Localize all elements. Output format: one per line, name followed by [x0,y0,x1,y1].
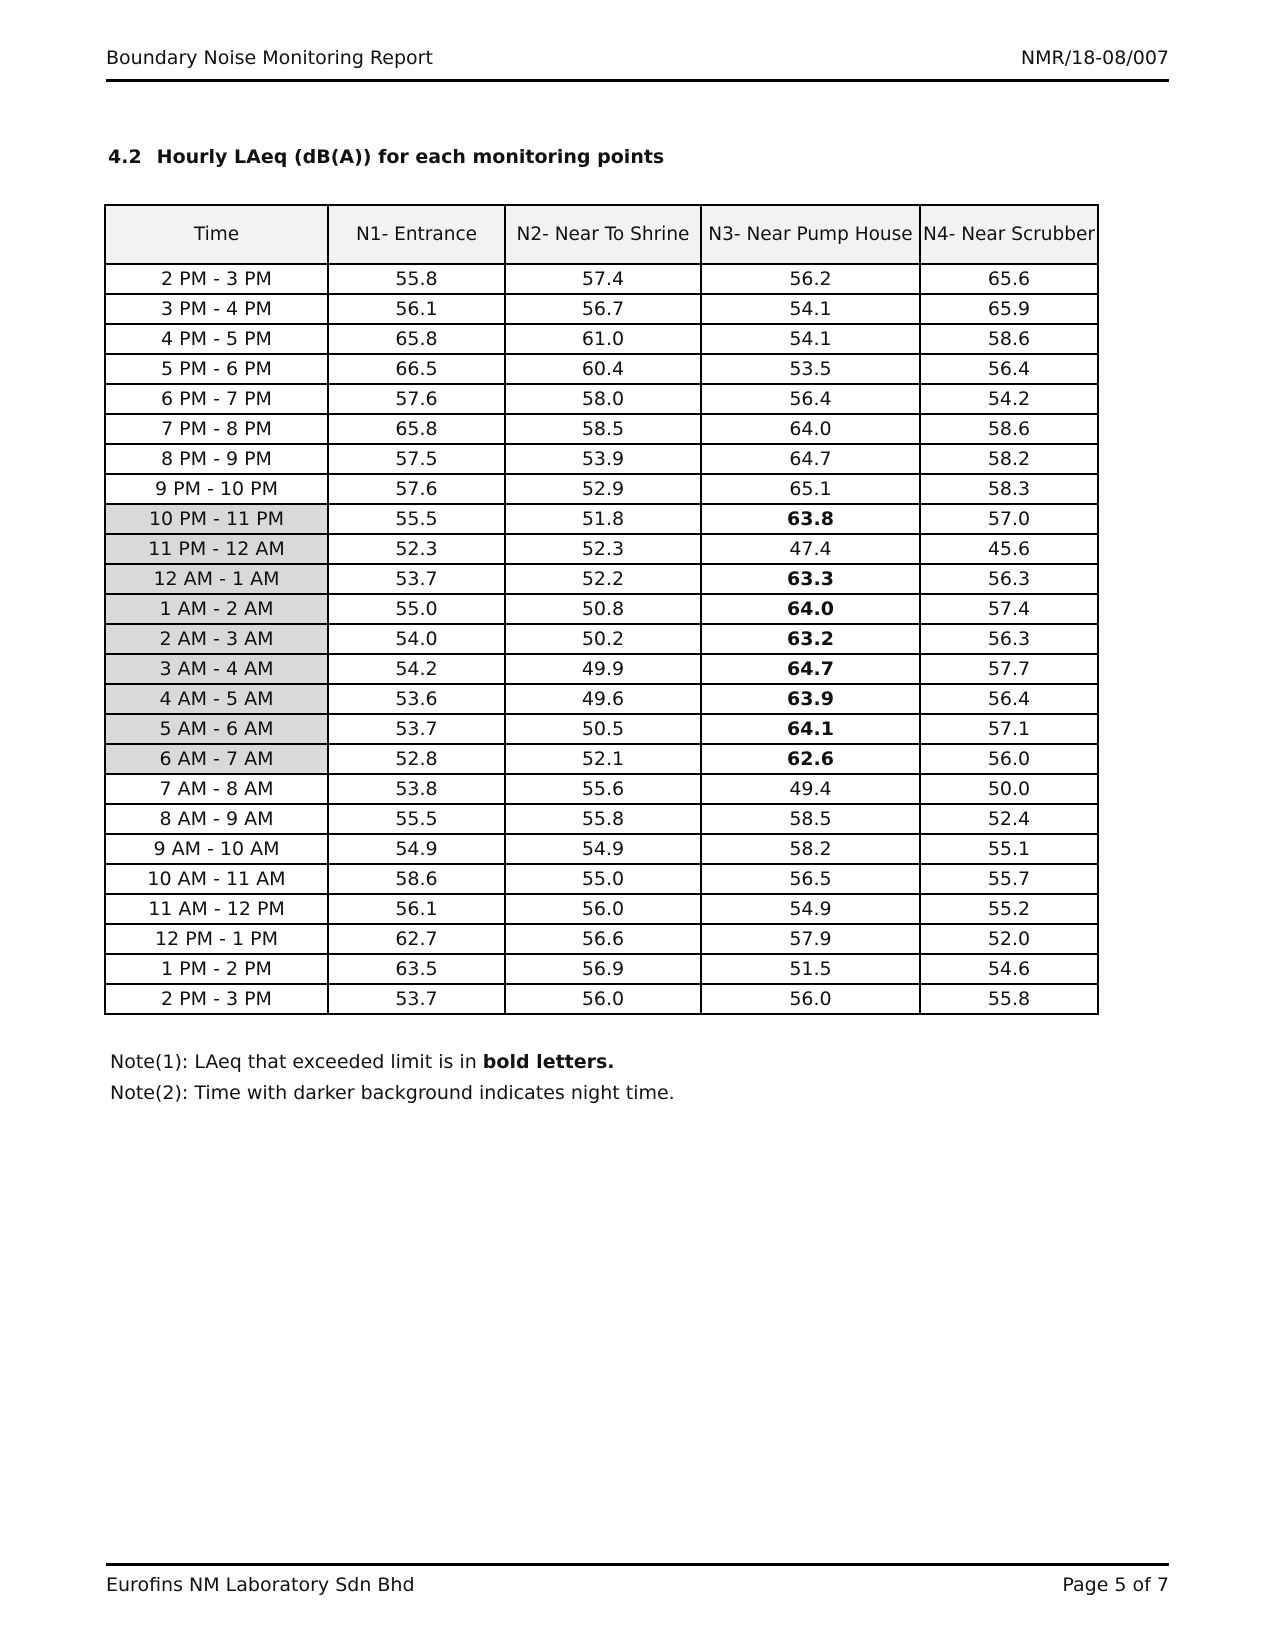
table-row [105,744,1098,774]
cell-n4: 56.4 [920,354,1098,384]
cell-n4: 54.6 [920,954,1098,984]
table-row [105,834,1098,864]
cell-n3: 58.5 [701,804,920,834]
table-header-row [105,205,1098,264]
cell-n4: 52.0 [920,924,1098,954]
table-row [105,594,1098,624]
table-row [105,504,1098,534]
hourly-laeq-table [104,204,1099,1015]
cell-time: 1 AM - 2 AM [105,594,328,624]
cell-time: 9 PM - 10 PM [105,474,328,504]
cell-n1: 58.6 [328,864,505,894]
cell-n2: 50.2 [505,624,701,654]
cell-n4: 57.4 [920,594,1098,624]
cell-n2: 57.4 [505,264,701,294]
cell-time: 7 AM - 8 AM [105,774,328,804]
cell-n3: 56.4 [701,384,920,414]
cell-n4: 56.3 [920,564,1098,594]
cell-n2: 60.4 [505,354,701,384]
column-header-time: Time [105,205,328,264]
table-row [105,714,1098,744]
table-row [105,444,1098,474]
cell-n3: 47.4 [701,534,920,564]
cell-time: 7 PM - 8 PM [105,414,328,444]
header-report-number: NMR/18-08/007 [1020,47,1169,69]
section-heading [108,145,664,169]
cell-time: 10 AM - 11 AM [105,864,328,894]
table-row [105,684,1098,714]
cell-n1: 65.8 [328,414,505,444]
cell-time: 4 AM - 5 AM [105,684,328,714]
cell-n4: 58.3 [920,474,1098,504]
cell-n1: 63.5 [328,954,505,984]
cell-n3: 63.2 [701,624,920,654]
cell-n4: 52.4 [920,804,1098,834]
cell-n4: 56.0 [920,744,1098,774]
note-1-bold-text: bold letters. [482,1051,615,1073]
cell-n3: 63.9 [701,684,920,714]
cell-n2: 56.7 [505,294,701,324]
cell-n4: 45.6 [920,534,1098,564]
notes [110,1047,675,1109]
cell-n3: 54.1 [701,294,920,324]
cell-n1: 56.1 [328,294,505,324]
table-row [105,924,1098,954]
cell-n2: 49.9 [505,654,701,684]
cell-n2: 55.8 [505,804,701,834]
cell-n2: 54.9 [505,834,701,864]
cell-n2: 53.9 [505,444,701,474]
cell-time: 5 AM - 6 AM [105,714,328,744]
cell-n2: 56.9 [505,954,701,984]
cell-n3: 56.0 [701,984,920,1014]
cell-time: 6 PM - 7 PM [105,384,328,414]
cell-n4: 55.2 [920,894,1098,924]
cell-n2: 58.5 [505,414,701,444]
cell-time: 1 PM - 2 PM [105,954,328,984]
page-header [106,46,1169,82]
cell-n3: 65.1 [701,474,920,504]
cell-n2: 52.3 [505,534,701,564]
cell-n4: 57.0 [920,504,1098,534]
cell-n1: 57.5 [328,444,505,474]
note-1 [110,1047,675,1078]
cell-time: 11 PM - 12 AM [105,534,328,564]
cell-n2: 51.8 [505,504,701,534]
cell-n1: 53.8 [328,774,505,804]
cell-n1: 53.7 [328,714,505,744]
table-row [105,654,1098,684]
cell-n4: 58.6 [920,324,1098,354]
cell-time: 8 PM - 9 PM [105,444,328,474]
section-title: Hourly LAeq (dB(A)) for each monitoring points [156,146,665,168]
cell-n3: 53.5 [701,354,920,384]
cell-n2: 55.6 [505,774,701,804]
cell-n3: 63.8 [701,504,920,534]
cell-n4: 56.4 [920,684,1098,714]
cell-n3: 54.9 [701,894,920,924]
cell-n4: 58.6 [920,414,1098,444]
cell-n2: 55.0 [505,864,701,894]
cell-time: 3 PM - 4 PM [105,294,328,324]
cell-n4: 65.6 [920,264,1098,294]
cell-n1: 55.8 [328,264,505,294]
cell-n1: 66.5 [328,354,505,384]
column-header-n1: N1- Entrance [328,205,505,264]
note-2: Note(2): Time with darker background indicates night time. [110,1082,675,1104]
cell-time: 3 AM - 4 AM [105,654,328,684]
cell-n3: 54.1 [701,324,920,354]
cell-n1: 62.7 [328,924,505,954]
cell-time: 2 AM - 3 AM [105,624,328,654]
column-header-n2: N2- Near To Shrine [505,205,701,264]
table-row [105,354,1098,384]
cell-n2: 56.6 [505,924,701,954]
section-number: 4.2 [108,146,142,168]
cell-n1: 52.3 [328,534,505,564]
cell-n4: 58.2 [920,444,1098,474]
cell-n2: 50.5 [505,714,701,744]
table-row [105,804,1098,834]
cell-n1: 54.9 [328,834,505,864]
column-header-n3: N3- Near Pump House [701,205,920,264]
cell-n4: 55.1 [920,834,1098,864]
cell-n3: 64.0 [701,594,920,624]
cell-n1: 55.5 [328,504,505,534]
note-1-text: Note(1): LAeq that exceeded limit is in [110,1051,483,1073]
table-row [105,894,1098,924]
cell-n4: 55.8 [920,984,1098,1014]
cell-n1: 55.0 [328,594,505,624]
cell-n3: 56.5 [701,864,920,894]
page-footer [106,1563,1169,1596]
cell-n1: 53.7 [328,564,505,594]
cell-n3: 64.7 [701,654,920,684]
cell-n3: 56.2 [701,264,920,294]
cell-time: 4 PM - 5 PM [105,324,328,354]
cell-time: 5 PM - 6 PM [105,354,328,384]
cell-n4: 56.3 [920,624,1098,654]
cell-n1: 55.5 [328,804,505,834]
table-row [105,624,1098,654]
table-row [105,384,1098,414]
cell-n1: 53.6 [328,684,505,714]
table-row [105,474,1098,504]
cell-n1: 57.6 [328,474,505,504]
table-row [105,264,1098,294]
table-row [105,534,1098,564]
table-row [105,954,1098,984]
table-row [105,414,1098,444]
cell-n2: 61.0 [505,324,701,354]
cell-n4: 57.1 [920,714,1098,744]
table-row [105,984,1098,1014]
cell-time: 2 PM - 3 PM [105,264,328,294]
cell-n1: 52.8 [328,744,505,774]
cell-n2: 56.0 [505,894,701,924]
cell-time: 11 AM - 12 PM [105,894,328,924]
cell-time: 9 AM - 10 AM [105,834,328,864]
cell-n4: 55.7 [920,864,1098,894]
cell-time: 6 AM - 7 AM [105,744,328,774]
cell-n1: 56.1 [328,894,505,924]
cell-n1: 57.6 [328,384,505,414]
cell-n3: 57.9 [701,924,920,954]
table-row [105,564,1098,594]
table-row [105,774,1098,804]
cell-n4: 65.9 [920,294,1098,324]
cell-n3: 64.0 [701,414,920,444]
cell-n2: 50.8 [505,594,701,624]
cell-time: 2 PM - 3 PM [105,984,328,1014]
cell-time: 8 AM - 9 AM [105,804,328,834]
cell-n3: 64.1 [701,714,920,744]
footer-company: Eurofins NM Laboratory Sdn Bhd [106,1574,415,1596]
cell-n2: 56.0 [505,984,701,1014]
cell-n2: 58.0 [505,384,701,414]
cell-n3: 51.5 [701,954,920,984]
cell-time: 12 AM - 1 AM [105,564,328,594]
cell-n4: 50.0 [920,774,1098,804]
cell-time: 12 PM - 1 PM [105,924,328,954]
cell-n4: 57.7 [920,654,1098,684]
cell-n1: 65.8 [328,324,505,354]
cell-time: 10 PM - 11 PM [105,504,328,534]
cell-n2: 52.9 [505,474,701,504]
cell-n3: 58.2 [701,834,920,864]
cell-n1: 54.2 [328,654,505,684]
footer-page-number: Page 5 of 7 [1062,1574,1169,1596]
cell-n4: 54.2 [920,384,1098,414]
cell-n2: 52.2 [505,564,701,594]
cell-n3: 49.4 [701,774,920,804]
cell-n3: 63.3 [701,564,920,594]
table-row [105,864,1098,894]
cell-n2: 49.6 [505,684,701,714]
column-header-n4: N4- Near Scrubber [920,205,1098,264]
cell-n3: 64.7 [701,444,920,474]
cell-n3: 62.6 [701,744,920,774]
cell-n2: 52.1 [505,744,701,774]
table-row [105,324,1098,354]
cell-n1: 53.7 [328,984,505,1014]
cell-n1: 54.0 [328,624,505,654]
table-row [105,294,1098,324]
table-body [105,264,1098,1014]
header-report-title: Boundary Noise Monitoring Report [106,47,433,69]
